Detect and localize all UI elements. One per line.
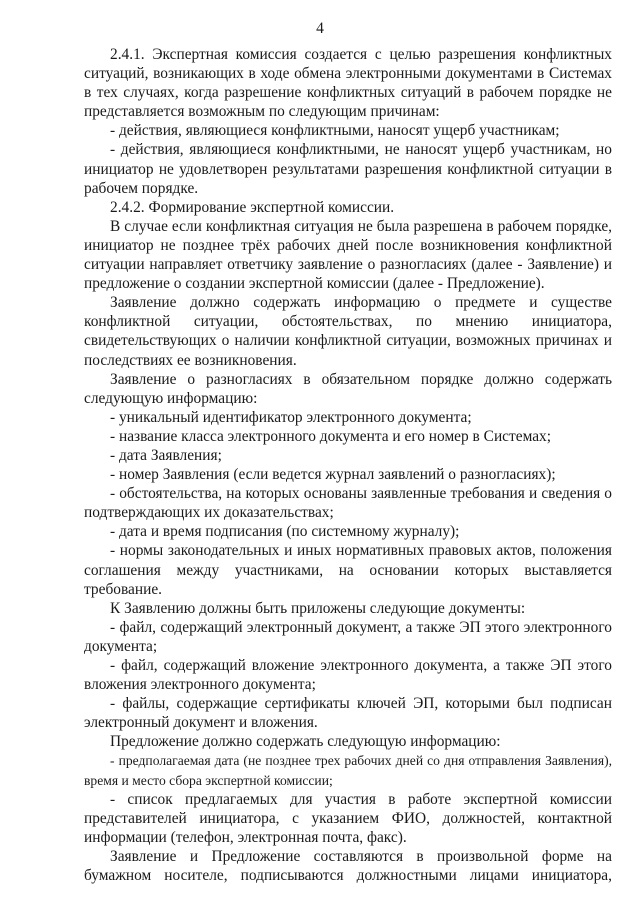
list-item-file-document: - файл, содержащий электронный документ, а также ЭП этого электронного документа; — [84, 618, 612, 655]
list-item-document-class: - название класса электронного документа и его номер в Системах; — [110, 427, 551, 445]
list-item-legal-norms: - нормы законодательных и иных нормативных правовых актов, положения соглашения между участниками, на основании которых выставляется требование. — [84, 542, 612, 598]
paragraph-statement-required-info: Заявление о разногласиях в обязательном порядке должно содержать следующую информацию: — [84, 370, 612, 407]
document-body — [84, 45, 612, 885]
paragraph-statement-content: Заявление должно содержать информацию о предмете и существе конфликтной ситуации, обстоятельствах, по мнению инициатора, свидетельствующих о наличии конфликтной ситуации, возможных причинах и последствиях ее возникновения. — [84, 294, 612, 369]
list-item-statement-number: - номер Заявления (если ведется журнал заявлений о разногласиях); — [110, 466, 556, 484]
list-item-representatives: - список предлагаемых для участия в работе экспертной комиссии представителей инициатора, с указанием ФИО, должностей, контактной информации (телефон, электронная почта, факс). — [84, 790, 612, 846]
list-item-file-certificates: - файлы, содержащие сертификаты ключей ЭП, которыми был подписан электронный документ и вложения. — [84, 695, 612, 732]
paragraph-2-4-2: 2.4.2. Формирование экспертной комиссии. — [110, 198, 395, 216]
list-item-reason-1: - действия, являющиеся конфликтными, наносят ущерб участникам; — [110, 122, 560, 140]
page-number: 4 — [316, 20, 324, 37]
list-item-circumstances: - обстоятельства, на которых основаны заявленные требования и сведения о подтверждающих их доказательствах; — [84, 485, 612, 522]
paragraph-2-4-1: 2.4.1. Экспертная комиссия создается с целью разрешения конфликтных ситуаций, возникающих в ходе обмена электронными документами в Системах в тех случаях, когда разрешение конфликтных ситуаций в рабочем порядке не представляется возможным по следующим причинам: — [84, 46, 612, 121]
paragraph-attachments: К Заявлению должны быть приложены следующие документы: — [110, 599, 526, 617]
paragraph-form: Заявление и Предложение составляются в произвольной форме на бумажном носителе, подписываются должностными лицами инициатора, — [84, 847, 612, 885]
paragraph-proposal-info: Предложение должно содержать следующую информацию: — [110, 733, 501, 751]
list-item-reason-2: - действия, являющиеся конфликтными, не наносят ущерб участникам, но инициатор не удовлетворен результатами разрешения конфликтной ситуации в рабочем порядке. — [84, 141, 612, 197]
list-item-signing-time: - дата и время подписания (по системному журналу); — [110, 523, 460, 541]
list-item-statement-date: - дата Заявления; — [110, 446, 222, 464]
list-item-document-id: - уникальный идентификатор электронного документа; — [110, 408, 472, 426]
paragraph-conflict-unresolved: В случае если конфликтная ситуация не была разрешена в рабочем порядке, инициатор не позднее трёх рабочих дней после возникновения конфликтной ситуации направляет ответчику заявление о разногласиях (далее - Заявление) и предложение о создании экспертной комиссии (далее - Предложение). — [84, 217, 612, 293]
list-item-file-attachment: - файл, содержащий вложение электронного документа, а также ЭП этого вложения электронного документа; — [84, 657, 612, 694]
list-item-proposed-date: - предполагаемая дата (не позднее трех рабочих дней со дня отправления Заявления), время и место сбора экспертной комиссии; — [84, 753, 612, 788]
